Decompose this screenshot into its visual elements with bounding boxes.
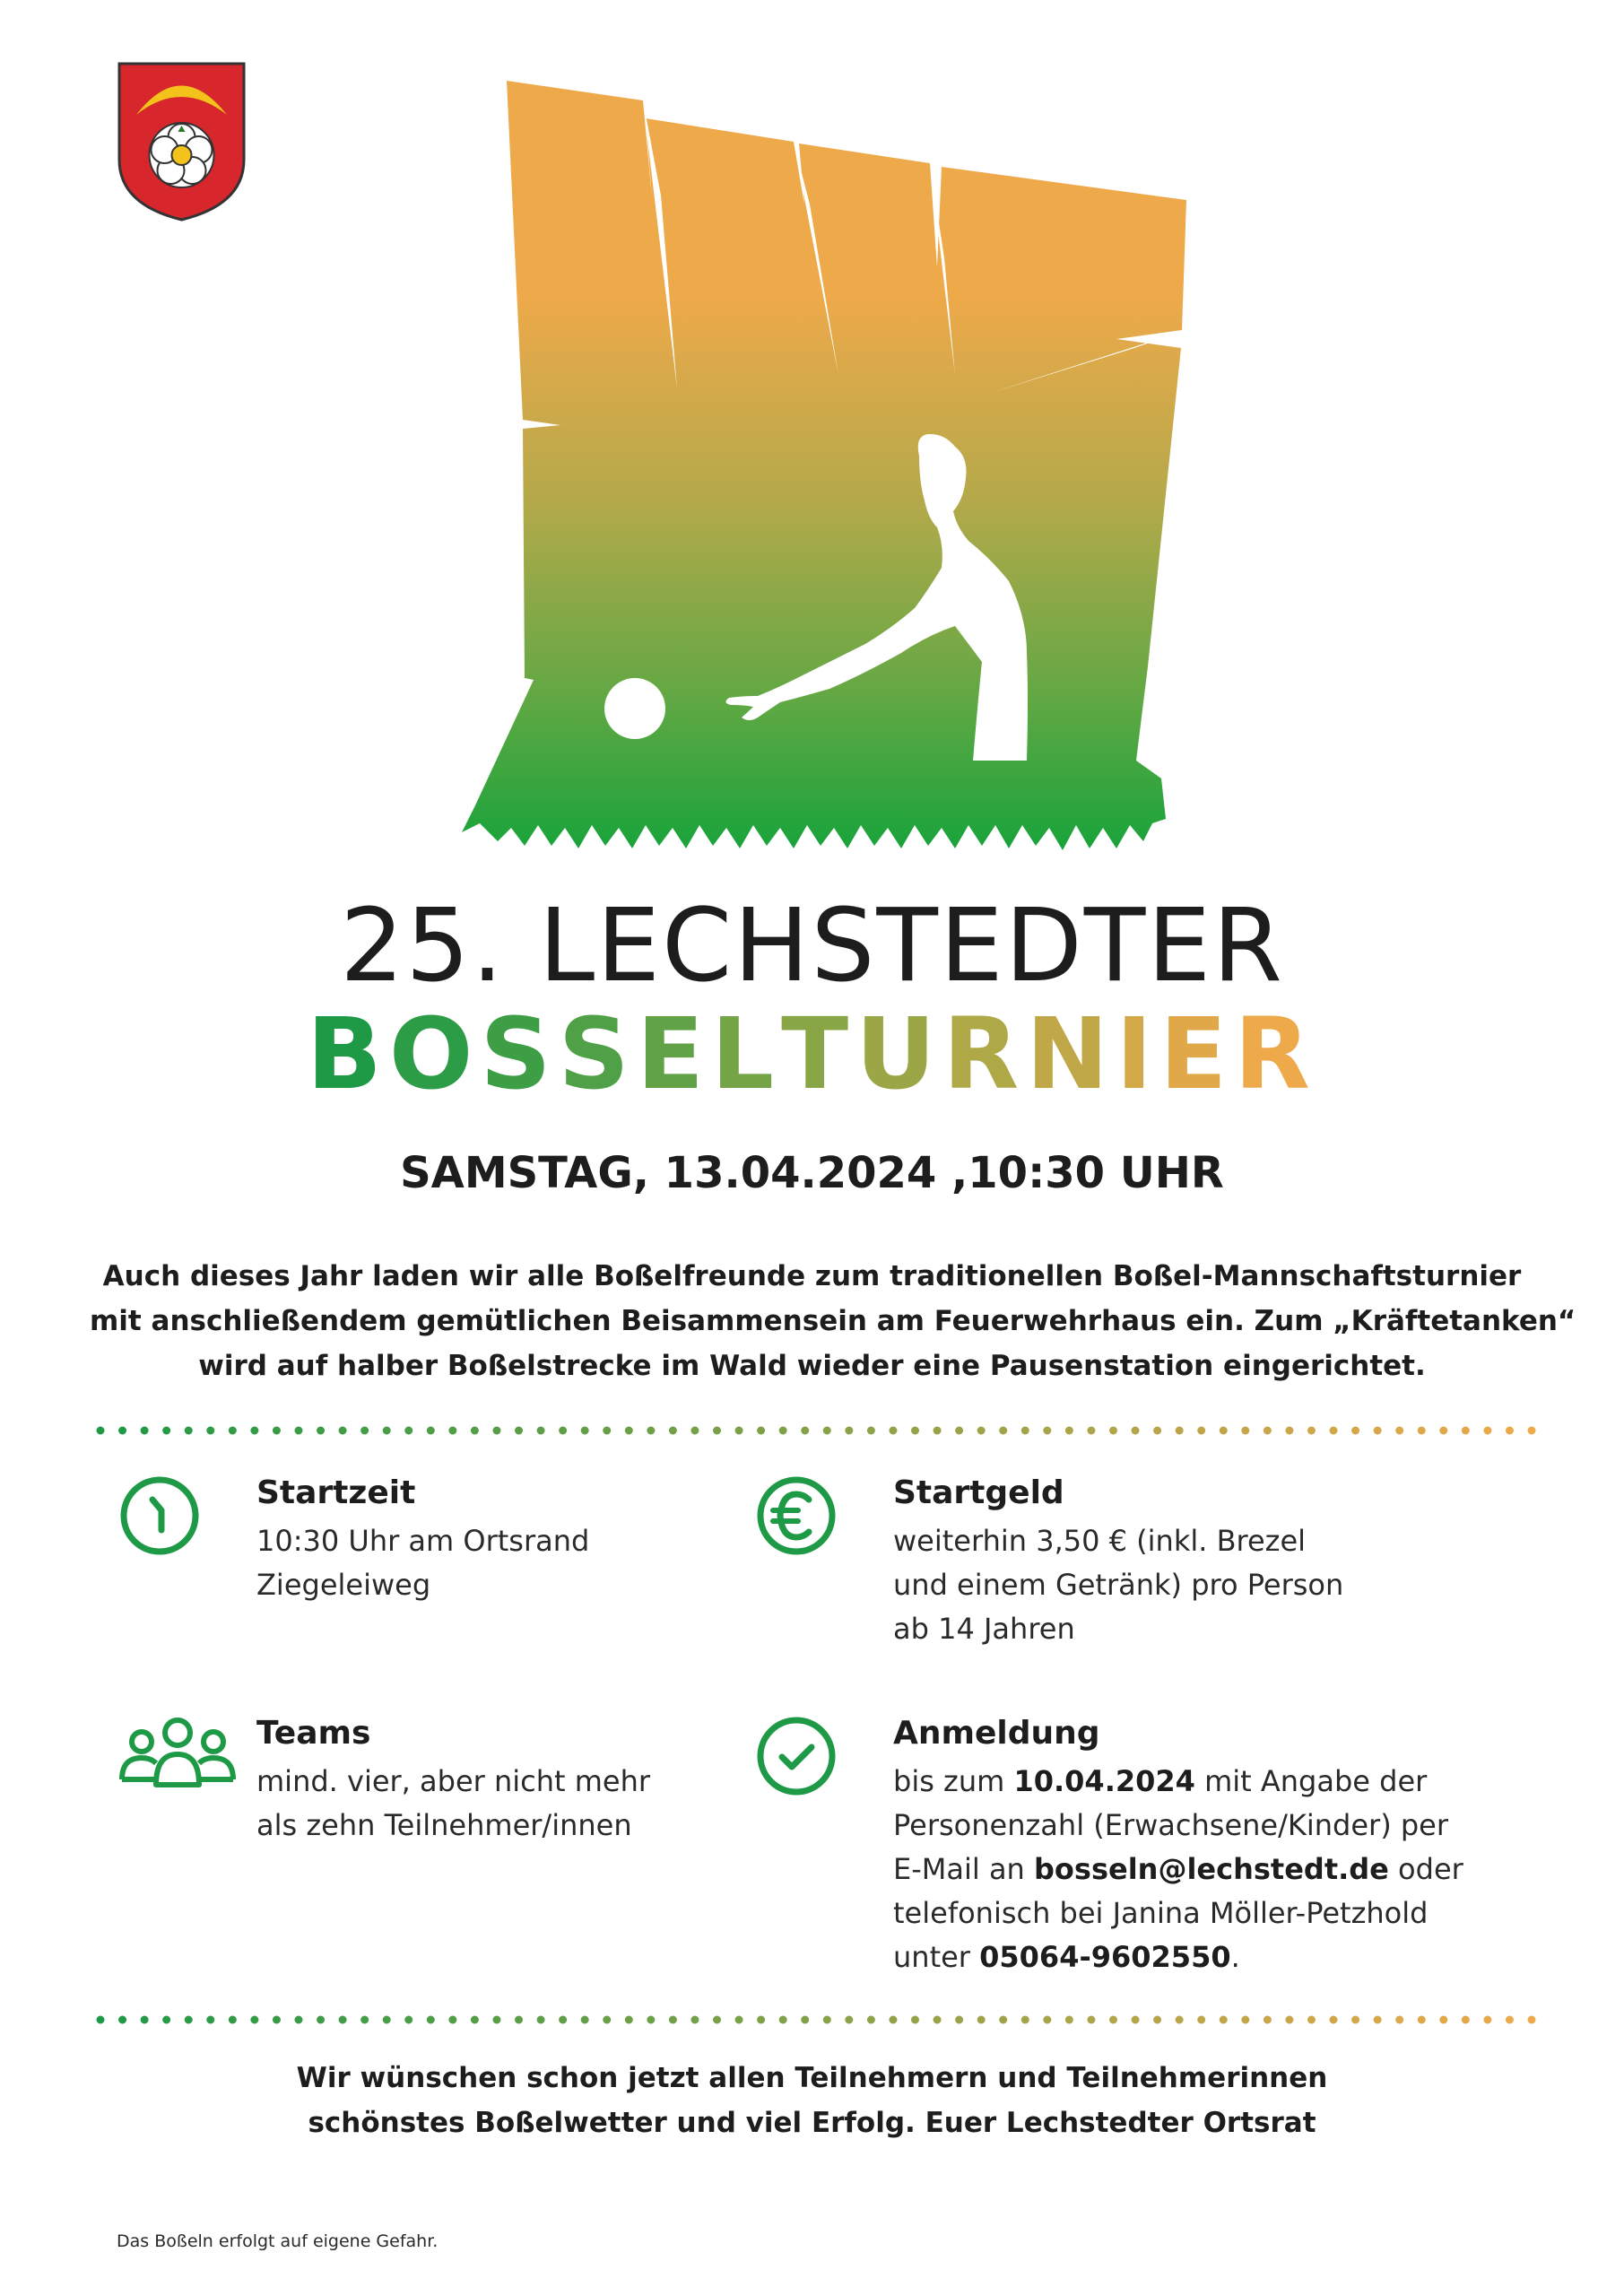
divider-dot	[404, 1427, 413, 1435]
info-anmeldung	[751, 1711, 1463, 1980]
divider-dot	[360, 2016, 369, 2024]
title-letter: U	[855, 996, 943, 1111]
divider-dot	[1351, 1427, 1359, 1435]
info-line: 10:30 Uhr am Ortsrand	[256, 1524, 590, 1558]
intro-line: mit anschließendem gemütlichen Beisammensein am Feuerwehrhaus ein. Zum „Kräftetanken“	[90, 1305, 1576, 1337]
divider-dot	[273, 1427, 281, 1435]
info-text: E-Mail an	[893, 1852, 1034, 1886]
info-heading: Anmeldung	[893, 1715, 1100, 1752]
divider-dot	[581, 1427, 589, 1435]
title-letter: S	[558, 996, 637, 1111]
divider-dot	[229, 1427, 237, 1435]
divider-dot	[1109, 2016, 1117, 2024]
deadline-date: 10.04.2024	[1013, 1764, 1195, 1798]
divider-dot	[448, 2016, 456, 2024]
divider-dot	[404, 2016, 413, 2024]
divider-dot	[1528, 1427, 1536, 1435]
divider-dot	[1132, 2016, 1140, 2024]
divider-dot	[779, 1427, 787, 1435]
divider-dot	[1197, 2016, 1205, 2024]
divider-dot	[471, 2016, 479, 2024]
divider-dot	[141, 2016, 149, 2024]
title-letter: N	[1026, 996, 1116, 1111]
divider-dot	[1264, 2016, 1272, 2024]
divider-dot	[1153, 1427, 1161, 1435]
divider-dot	[162, 2016, 170, 2024]
divider-dot	[471, 1427, 479, 1435]
closing-text	[90, 2056, 1534, 2145]
info-line: ab 14 Jahren	[893, 1612, 1075, 1646]
coat-of-arms-logo	[117, 61, 247, 222]
divider-dot	[1220, 2016, 1228, 2024]
title-letter: E	[1159, 996, 1235, 1111]
divider-dot	[537, 1427, 545, 1435]
phone-number: 05064-9602550	[979, 1940, 1231, 1974]
divider-dot	[1330, 1427, 1338, 1435]
divider-dot	[1285, 2016, 1293, 2024]
divider-dot	[206, 1427, 214, 1435]
divider-dot	[735, 1427, 743, 1435]
info-line	[893, 1848, 1463, 1892]
intro-text	[90, 1254, 1576, 1388]
intro-line: wird auf halber Boßelstrecke im Wald wieder eine Pausenstation eingerichtet.	[198, 1350, 1426, 1382]
divider-dot	[185, 2016, 193, 2024]
divider-dot	[801, 1427, 809, 1435]
info-text: bis zum	[893, 1764, 1014, 1798]
divider-dot	[1330, 2016, 1338, 2024]
divider-dot	[889, 1427, 897, 1435]
info-text: oder	[1388, 1852, 1463, 1886]
divider-dot	[1418, 2016, 1426, 2024]
event-date: SAMSTAG, 13.04.2024 ,10:30 UHR	[400, 1148, 1224, 1198]
divider-dot	[625, 1427, 633, 1435]
divider-dot	[1506, 1427, 1514, 1435]
divider-dot	[1462, 2016, 1470, 2024]
divider-dot	[360, 1427, 369, 1435]
divider-dot	[977, 1427, 986, 1435]
divider-dot	[647, 2016, 655, 2024]
divider-dot	[647, 1427, 655, 1435]
divider-dot	[1374, 2016, 1382, 2024]
event-title: 25. LECHSTEDTER	[340, 888, 1284, 1004]
info-text: unter	[893, 1940, 980, 1974]
divider-dot	[603, 1427, 611, 1435]
info-heading: Startgeld	[893, 1474, 1064, 1511]
divider-dot	[492, 2016, 500, 2024]
divider-dot	[955, 2016, 963, 2024]
title-letter: L	[710, 996, 782, 1111]
divider-dot	[1176, 1427, 1184, 1435]
divider-dot	[823, 2016, 831, 2024]
clock-icon	[115, 1471, 204, 1561]
divider-dot	[911, 1427, 919, 1435]
divider-dot	[1241, 2016, 1249, 2024]
divider-dot	[1395, 1427, 1403, 1435]
divider-dot	[383, 2016, 391, 2024]
divider-dot	[118, 1427, 126, 1435]
divider-dot	[999, 1427, 1007, 1435]
info-line: und einem Getränk) pro Person	[893, 1568, 1344, 1602]
info-body	[893, 1760, 1463, 1979]
group-icon	[115, 1711, 240, 1801]
divider-dot	[934, 2016, 942, 2024]
checkmark-icon	[751, 1711, 841, 1801]
info-heading: Teams	[256, 1715, 371, 1752]
divider-dot	[1220, 1427, 1228, 1435]
info-line	[893, 1760, 1463, 1804]
email-address: bosseln@lechstedt.de	[1034, 1852, 1389, 1886]
divider-dot	[97, 1427, 105, 1435]
info-teams	[115, 1711, 760, 1891]
divider-dot	[1043, 1427, 1051, 1435]
info-text: mit Angabe der	[1194, 1764, 1428, 1798]
divider-dot	[97, 2016, 105, 2024]
closing-line: schönstes Boßelwetter und viel Erfolg. Euer Lechstedter Ortsrat	[308, 2107, 1316, 2139]
divider-dot	[1153, 2016, 1161, 2024]
divider-dot	[206, 2016, 214, 2024]
divider-dot	[1528, 2016, 1536, 2024]
divider-dot	[1418, 1427, 1426, 1435]
divider-dot	[448, 1427, 456, 1435]
divider-dot	[250, 2016, 258, 2024]
divider-dot	[1483, 2016, 1491, 2024]
bosseln-player-illustration	[453, 79, 1197, 857]
divider-dot	[1264, 1427, 1272, 1435]
divider-dot	[581, 2016, 589, 2024]
divider-dot	[559, 1427, 567, 1435]
info-line: weiterhin 3,50 € (inkl. Brezel	[893, 1524, 1307, 1558]
divider-dot	[1374, 1427, 1382, 1435]
divider-dot	[317, 1427, 325, 1435]
info-line: Personenzahl (Erwachsene/Kinder) per	[893, 1808, 1448, 1842]
divider-dot	[690, 2016, 699, 2024]
divider-dot	[1087, 2016, 1095, 2024]
divider-dot	[1043, 2016, 1051, 2024]
divider-dot	[867, 2016, 875, 2024]
disclaimer: Das Boßeln erfolgt auf eigene Gefahr.	[117, 2231, 439, 2251]
divider-dot	[559, 2016, 567, 2024]
divider-dot	[118, 2016, 126, 2024]
title-letter: S	[480, 996, 559, 1111]
divider-dot	[1065, 2016, 1073, 2024]
euro-icon	[751, 1471, 841, 1561]
info-startgeld	[751, 1471, 1397, 1686]
divider-dot	[690, 1427, 699, 1435]
divider-dot	[1439, 2016, 1447, 2024]
divider-dot	[1241, 1427, 1249, 1435]
divider-dot	[669, 1427, 677, 1435]
divider-dot	[867, 1427, 875, 1435]
divider-dot	[1065, 1427, 1073, 1435]
divider-dot	[1109, 1427, 1117, 1435]
divider-dot	[339, 2016, 347, 2024]
divider-dot	[669, 2016, 677, 2024]
divider-dot	[273, 2016, 281, 2024]
dotted-divider	[94, 2013, 1538, 2026]
divider-dot	[845, 1427, 853, 1435]
divider-dot	[317, 2016, 325, 2024]
divider-dot	[1197, 1427, 1205, 1435]
divider-dot	[1483, 1427, 1491, 1435]
event-subtitle	[0, 996, 1624, 1112]
divider-dot	[625, 2016, 633, 2024]
divider-dot	[339, 1427, 347, 1435]
divider-dot	[427, 2016, 435, 2024]
info-text: .	[1230, 1940, 1240, 1974]
divider-dot	[1285, 1427, 1293, 1435]
divider-dot	[1395, 2016, 1403, 2024]
divider-dot	[1307, 1427, 1316, 1435]
title-letter: R	[1234, 996, 1317, 1111]
divider-dot	[779, 2016, 787, 2024]
divider-dot	[934, 1427, 942, 1435]
divider-dot	[999, 2016, 1007, 2024]
divider-dot	[250, 1427, 258, 1435]
divider-dot	[1021, 1427, 1029, 1435]
divider-dot	[427, 1427, 435, 1435]
divider-dot	[757, 1427, 765, 1435]
info-line: telefonisch bei Janina Möller-Petzhold	[893, 1896, 1429, 1930]
divider-dot	[1439, 1427, 1447, 1435]
divider-dot	[955, 1427, 963, 1435]
divider-dot	[713, 1427, 721, 1435]
divider-dot	[845, 2016, 853, 2024]
info-line: mind. vier, aber nicht mehr	[256, 1764, 651, 1798]
divider-dot	[162, 1427, 170, 1435]
divider-dot	[515, 2016, 523, 2024]
divider-dot	[1462, 1427, 1470, 1435]
info-line	[893, 1935, 1463, 1979]
intro-line: Auch dieses Jahr laden wir alle Boßelfreunde zum traditionellen Boßel-Mannschaftsturnier	[102, 1260, 1522, 1292]
closing-line: Wir wünschen schon jetzt allen Teilnehmern und Teilnehmerinnen	[296, 2062, 1328, 2094]
divider-dot	[141, 1427, 149, 1435]
divider-dot	[977, 2016, 986, 2024]
dotted-divider	[94, 1424, 1538, 1437]
divider-dot	[801, 2016, 809, 2024]
divider-dot	[537, 2016, 545, 2024]
divider-dot	[383, 1427, 391, 1435]
divider-dot	[713, 2016, 721, 2024]
title-letter: T	[781, 996, 856, 1111]
divider-dot	[1506, 2016, 1514, 2024]
title-letter: E	[636, 996, 711, 1111]
title-letter: I	[1116, 996, 1160, 1111]
title-letter: R	[942, 996, 1027, 1111]
divider-dot	[757, 2016, 765, 2024]
title-letter: B	[306, 996, 389, 1111]
info-body	[256, 1519, 589, 1607]
divider-dot	[229, 2016, 237, 2024]
divider-dot	[492, 1427, 500, 1435]
divider-dot	[911, 2016, 919, 2024]
divider-dot	[1176, 2016, 1184, 2024]
divider-dot	[1087, 1427, 1095, 1435]
info-body	[256, 1760, 650, 1848]
divider-dot	[603, 2016, 611, 2024]
divider-dot	[294, 2016, 302, 2024]
divider-dot	[889, 2016, 897, 2024]
divider-dot	[1351, 2016, 1359, 2024]
title-letter: O	[388, 996, 481, 1111]
divider-dot	[1307, 2016, 1316, 2024]
divider-dot	[1132, 1427, 1140, 1435]
divider-dot	[823, 1427, 831, 1435]
divider-dot	[735, 2016, 743, 2024]
divider-dot	[185, 1427, 193, 1435]
divider-dot	[294, 1427, 302, 1435]
divider-dot	[1021, 2016, 1029, 2024]
info-body	[893, 1519, 1343, 1651]
info-startzeit	[115, 1471, 760, 1650]
info-line: Ziegeleiweg	[256, 1568, 431, 1602]
info-line: als zehn Teilnehmer/innen	[256, 1808, 632, 1842]
divider-dot	[515, 1427, 523, 1435]
info-heading: Startzeit	[256, 1474, 416, 1511]
